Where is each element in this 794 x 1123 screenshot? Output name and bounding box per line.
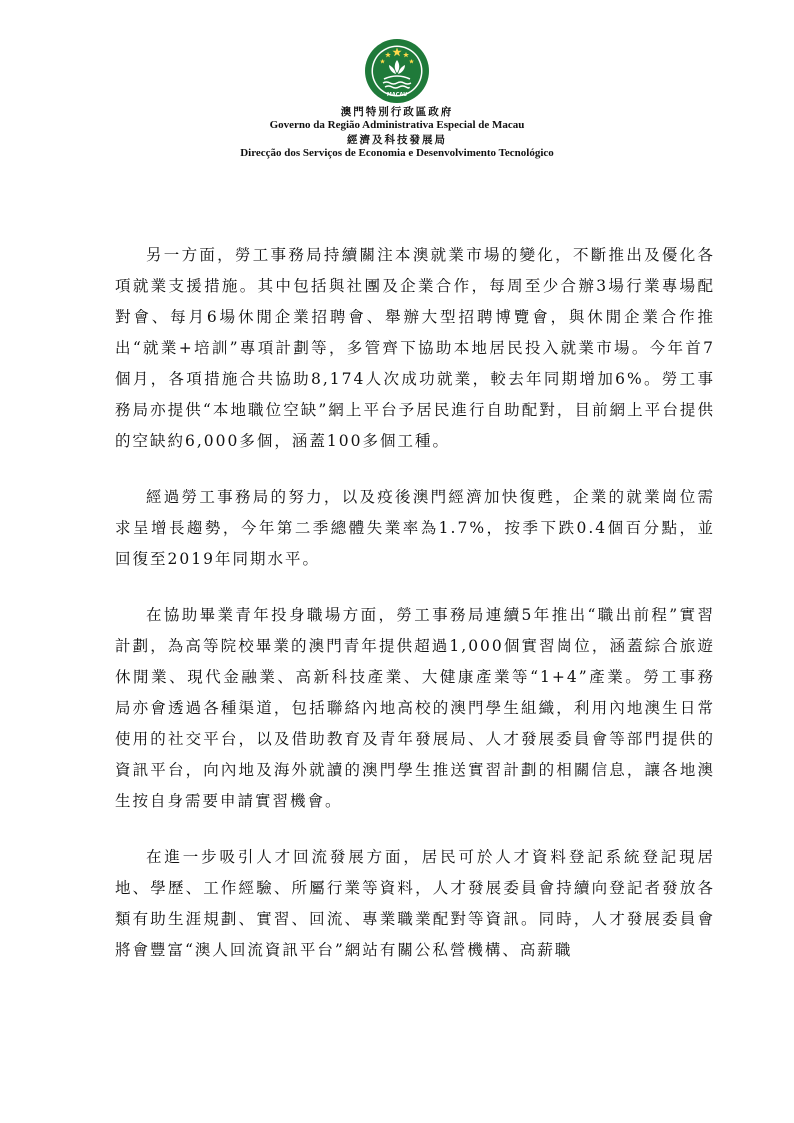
department-name-portuguese: Direcção dos Serviços de Economia e Desenvolvimento Tecnológico — [240, 147, 554, 159]
paragraph-employment-support: 另一方面，勞工事務局持續關注本澳就業市場的變化，不斷推出及優化各項就業支援措施。其中包括與社團及企業合作，每周至少合辦3場行業專場配對會、每月6場休閒企業招聘會、舉辦大型招聘博覽會，與休閒企業合作推出“就業+培訓”專項計劃等，多管齊下協助本地居民投入就業市場。今年首7個月，各項措施合共協助8,174人次成功就業，較去年同期增加6%。勞工事務局亦提供“本地職位空缺”網上平台予居民進行自助配對，目前網上平台提供的空缺約6,000多個，涵蓋100多個工種。 — [115, 246, 715, 450]
government-name-chinese: 澳門特別行政區政府 — [340, 106, 454, 118]
emblem-text: MACAU — [386, 92, 408, 98]
paragraph-youth-internship: 在協助畢業青年投身職場方面，勞工事務局連續5年推出“職出前程”實習計劃，為高等院校畢業的澳門青年提供超過1,000個實習崗位，涵蓋綜合旅遊休閒業、現代金融業、高新科技產業、大健康產業等“1+4”產業。勞工事務局亦會透過各種渠道，包括聯絡內地高校的澳門學生組織，利用內地澳生日常使用的社交平台，以及借助教育及青年發展局、人才發展委員會等部門提供的資訊平台，向內地及海外就讀的澳門學生推送實習計劃的相關信息，讓各地澳生按自身需要申請實習機會。 — [115, 606, 715, 810]
letterhead — [0, 38, 794, 160]
document-body — [115, 240, 715, 991]
macau-emblem-icon — [364, 38, 430, 104]
government-name-portuguese: Governo da Região Administrativa Especial de Macau — [269, 119, 525, 131]
department-name-chinese: 經濟及科技發展局 — [347, 134, 447, 146]
paragraph-unemployment-rate: 經過勞工事務局的努力，以及疫後澳門經濟加快復甦，企業的就業崗位需求呈增長趨勢，今年第二季總體失業率為1.7%，按季下跌0.4個百分點，並回復至2019年同期水平。 — [115, 488, 715, 568]
paragraph-talent-return: 在進一步吸引人才回流發展方面，居民可於人才資料登記系統登記現居地、學歷、工作經驗、所屬行業等資料，人才發展委員會持續向登記者發放各類有助生涯規劃、實習、回流、專業職業配對等資訊。同時，人才發展委員會將會豐富“澳人回流資訊平台”網站有關公私營機構、高薪職 — [115, 848, 715, 959]
